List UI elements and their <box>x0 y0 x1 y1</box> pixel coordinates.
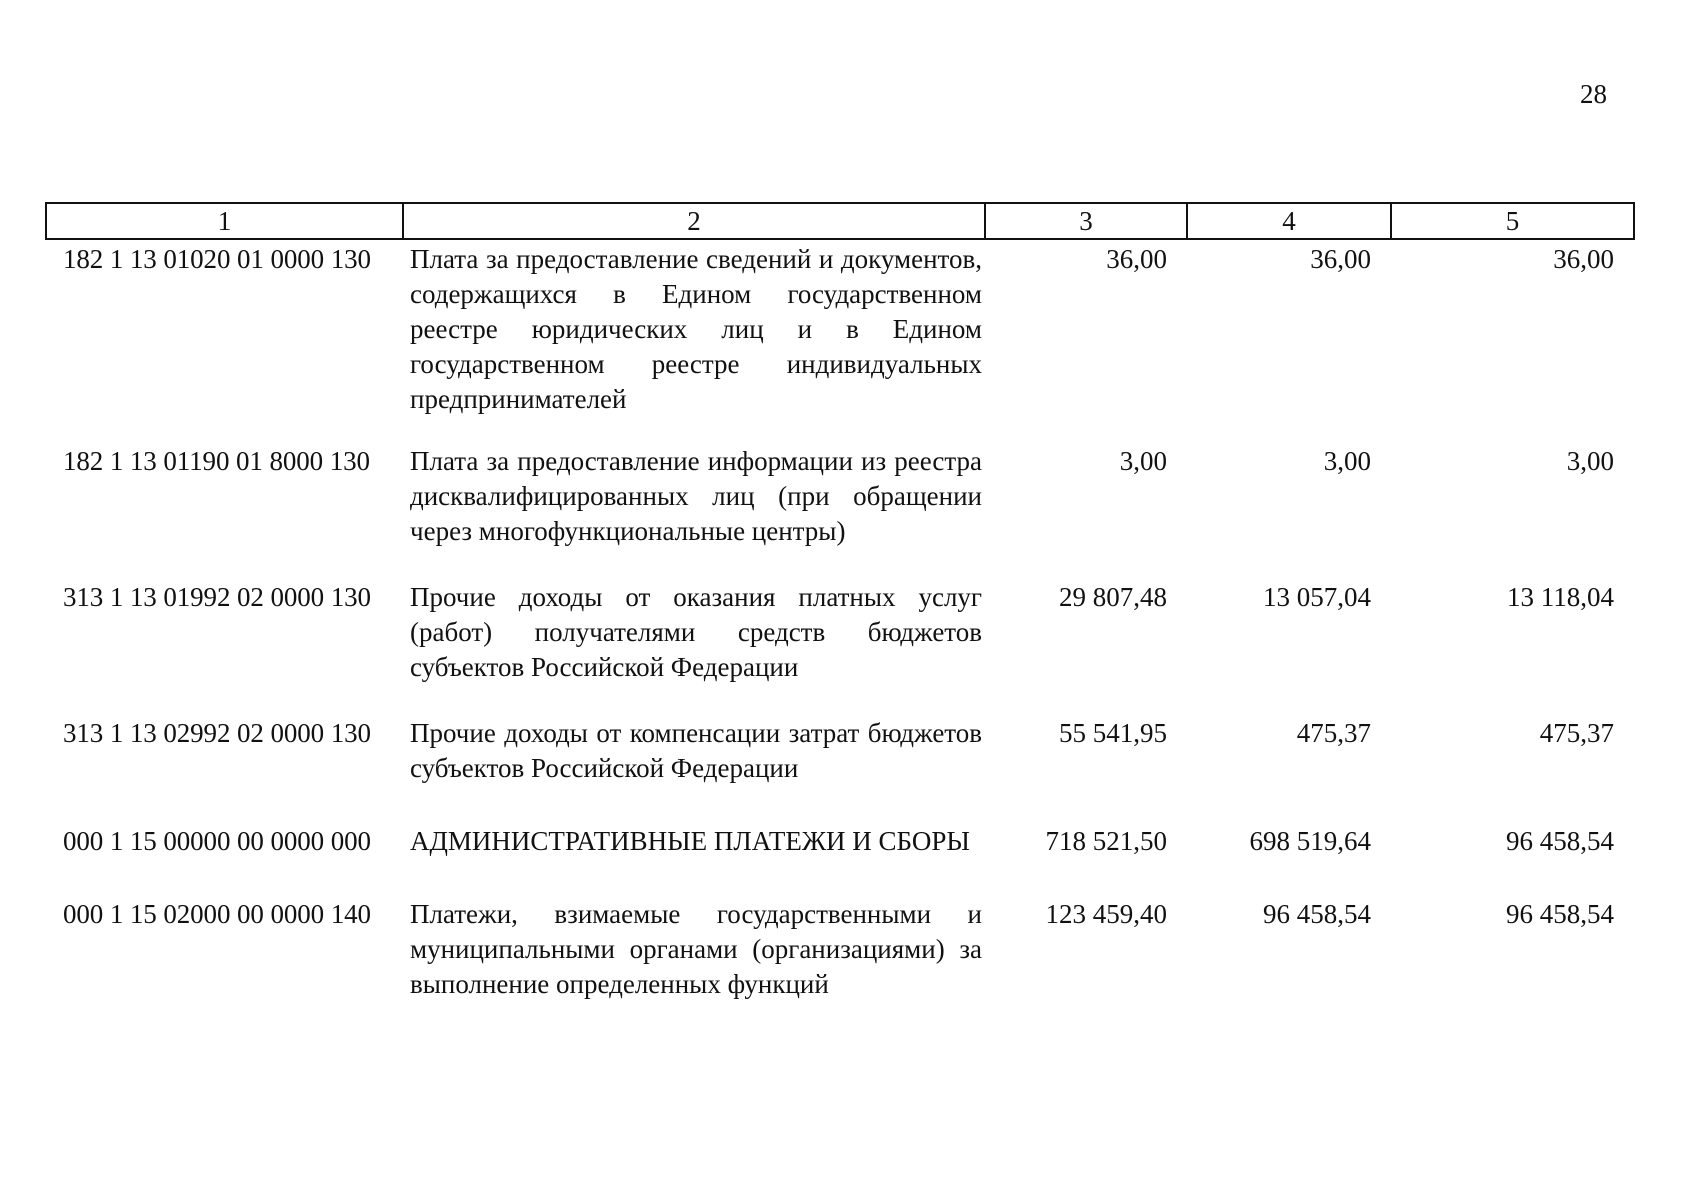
value-col-5: 475,37 <box>1539 718 1614 748</box>
table-row <box>46 442 1634 578</box>
table-row <box>46 895 1634 1002</box>
budget-code: 313 1 13 02992 02 0000 130 <box>63 718 371 748</box>
value-col-4: 96 458,54 <box>1263 899 1371 929</box>
value-col-4: 3,00 <box>1323 446 1371 476</box>
value-col-5: 96 458,54 <box>1506 899 1614 929</box>
budget-code: 000 1 15 00000 00 0000 000 <box>63 826 371 856</box>
budget-code: 182 1 13 01020 01 0000 130 <box>63 244 371 274</box>
page-number: 28 <box>1580 79 1607 109</box>
table-row <box>46 239 1634 442</box>
value-col-3: 29 807,48 <box>1059 582 1167 612</box>
table-row <box>46 578 1634 714</box>
value-col-3: 55 541,95 <box>1059 718 1167 748</box>
value-col-5: 36,00 <box>1553 244 1614 274</box>
budget-code: 000 1 15 02000 00 0000 140 <box>63 899 371 929</box>
table-body <box>46 239 1634 1002</box>
revenue-name: Плата за предоставление информации из реестра дисквалифицированных лиц (при обращении через многофункциональные центры) <box>410 446 982 546</box>
table-row <box>46 714 1634 822</box>
value-col-3: 3,00 <box>1119 446 1167 476</box>
column-header-1: 1 <box>46 203 403 239</box>
revenue-name: АДМИНИСТРАТИВНЫЕ ПЛАТЕЖИ И СБОРЫ <box>410 826 970 856</box>
budget-revenue-table <box>45 202 1635 1002</box>
value-col-5: 13 118,04 <box>1507 582 1614 612</box>
value-col-4: 13 057,04 <box>1263 582 1371 612</box>
revenue-name: Прочие доходы от оказания платных услуг (работ) получателями средств бюджетов субъектов Российской Федерации <box>410 582 982 682</box>
value-col-4: 698 519,64 <box>1249 826 1371 856</box>
value-col-4: 36,00 <box>1310 244 1371 274</box>
table-row <box>46 822 1634 895</box>
header-row <box>46 203 1634 239</box>
revenue-name: Плата за предоставление сведений и документов, содержащихся в Едином государственном реестре юридических лиц и в Едином государственном реестре индивидуальных предпринимателей <box>410 244 982 414</box>
value-col-3: 123 459,40 <box>1045 899 1167 929</box>
column-header-5: 5 <box>1391 203 1634 239</box>
value-col-4: 475,37 <box>1296 718 1371 748</box>
budget-code: 313 1 13 01992 02 0000 130 <box>63 582 371 612</box>
table-header <box>46 203 1634 239</box>
budget-code: 182 1 13 01190 01 8000 130 <box>63 446 370 476</box>
value-col-3: 36,00 <box>1106 244 1167 274</box>
value-col-5: 96 458,54 <box>1506 826 1614 856</box>
column-header-2: 2 <box>403 203 985 239</box>
revenue-name: Прочие доходы от компенсации затрат бюджетов субъектов Российской Федерации <box>410 718 982 783</box>
value-col-3: 718 521,50 <box>1045 826 1167 856</box>
column-header-4: 4 <box>1187 203 1391 239</box>
column-header-3: 3 <box>985 203 1187 239</box>
revenue-name: Платежи, взимаемые государственными и муниципальными органами (организациями) за выполнение определенных функций <box>410 899 982 999</box>
value-col-5: 3,00 <box>1566 446 1614 476</box>
